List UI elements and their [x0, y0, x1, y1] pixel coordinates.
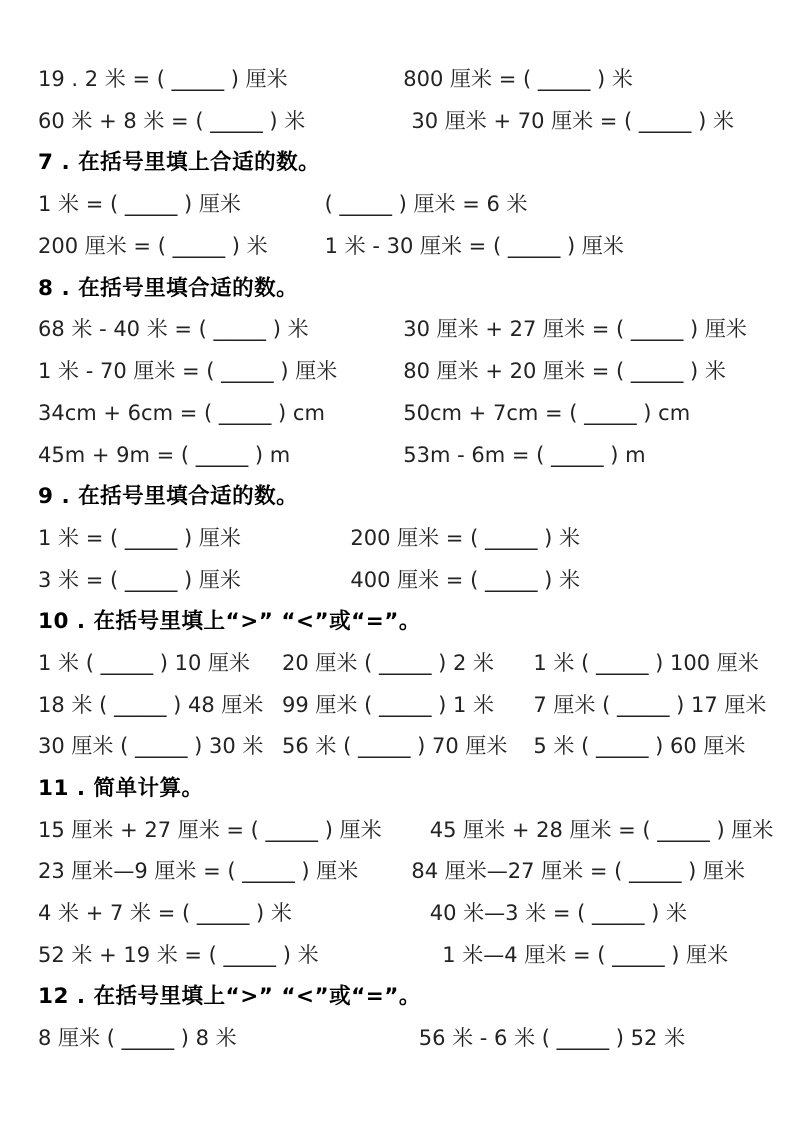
problem-row — [38, 893, 773, 935]
section-heading: 8 . 在括号里填合适的数。 — [38, 275, 299, 301]
problem-text: 68 米 - 40 米 = ( _____ ) 米 — [38, 317, 309, 342]
problem-row — [38, 351, 773, 393]
problem-text: 84 厘米—27 厘米 = ( _____ ) 厘米 — [411, 859, 746, 884]
problem-text: 8 厘米 ( _____ ) 8 米 — [38, 1026, 237, 1051]
problem-text: 200 厘米 = ( _____ ) 米 — [38, 234, 268, 259]
problem-text: 19 . 2 米 = ( _____ ) 厘米 — [38, 67, 288, 92]
problem-text: 200 厘米 = ( _____ ) 米 — [350, 525, 580, 550]
problem-row — [38, 809, 773, 851]
problem-row — [38, 934, 773, 976]
problem-row — [38, 226, 773, 268]
problem-text: 20 厘米 ( _____ ) 2 米 — [282, 650, 495, 675]
problem-row — [38, 851, 773, 893]
section-heading-row — [38, 976, 773, 1018]
problem-text: 56 米 - 6 米 ( _____ ) 52 米 — [418, 1026, 686, 1051]
problem-text: 5 米 ( _____ ) 60 厘米 — [533, 734, 746, 759]
problem-row — [38, 393, 773, 435]
problem-row — [38, 684, 773, 726]
problem-text: 18 米 ( _____ ) 48 厘米 — [38, 692, 264, 717]
problem-text: 7 厘米 ( _____ ) 17 厘米 — [533, 692, 767, 717]
problem-row — [38, 643, 773, 685]
problem-row — [38, 309, 773, 351]
section-heading: 9 . 在括号里填合适的数。 — [38, 483, 299, 509]
problem-text: 1 米—4 厘米 = ( _____ ) 厘米 — [442, 942, 729, 967]
section-heading-row — [38, 601, 773, 643]
problem-text: 1 米 - 30 厘米 = ( _____ ) 厘米 — [324, 234, 624, 259]
problem-text: 45 厘米 + 28 厘米 = ( _____ ) 厘米 — [429, 817, 774, 842]
problem-text: 45m + 9m = ( _____ ) m — [38, 442, 291, 467]
section-heading: 11 . 简单计算。 — [38, 775, 204, 801]
problem-text: 50cm + 7cm = ( _____ ) cm — [403, 400, 691, 425]
problem-text: 30 厘米 + 70 厘米 = ( _____ ) 米 — [411, 109, 734, 134]
problem-text: 34cm + 6cm = ( _____ ) cm — [38, 400, 325, 425]
problem-text: 4 米 + 7 米 = ( _____ ) 米 — [38, 901, 292, 926]
section-heading: 7 . 在括号里填上合适的数。 — [38, 150, 321, 176]
problem-text: 60 米 + 8 米 = ( _____ ) 米 — [38, 109, 306, 134]
problem-text: 99 厘米 ( _____ ) 1 米 — [282, 692, 495, 717]
problem-text: 3 米 = ( _____ ) 厘米 — [38, 567, 241, 592]
section-heading-row — [38, 476, 773, 518]
problem-text: 15 厘米 + 27 厘米 = ( _____ ) 厘米 — [38, 817, 382, 842]
problem-row — [38, 559, 773, 601]
section-heading-row — [38, 768, 773, 810]
problem-text: 53m - 6m = ( _____ ) m — [403, 442, 646, 467]
section-heading-row — [38, 142, 773, 184]
problem-text: 40 米—3 米 = ( _____ ) 米 — [429, 901, 688, 926]
problem-row — [38, 434, 773, 476]
section-heading-row — [38, 267, 773, 309]
problem-text: 30 厘米 ( _____ ) 30 米 — [38, 734, 264, 759]
problem-text: 1 米 = ( _____ ) 厘米 — [38, 525, 241, 550]
problem-row — [38, 101, 773, 143]
problem-row — [38, 726, 773, 768]
problem-text: 56 米 ( _____ ) 70 厘米 — [282, 734, 508, 759]
problem-text: 23 厘米—9 厘米 = ( _____ ) 厘米 — [38, 859, 359, 884]
problem-text: 400 厘米 = ( _____ ) 米 — [350, 567, 580, 592]
problem-text: ( _____ ) 厘米 = 6 米 — [324, 192, 528, 217]
section-heading: 12 . 在括号里填上“>” “<”或“=”。 — [38, 984, 421, 1010]
problem-text: 800 厘米 = ( _____ ) 米 — [403, 67, 633, 92]
problem-text: 30 厘米 + 27 厘米 = ( _____ ) 厘米 — [403, 317, 747, 342]
problem-text: 1 米 = ( _____ ) 厘米 — [38, 192, 241, 217]
problem-text: 1 米 ( _____ ) 10 厘米 — [38, 650, 251, 675]
problem-text: 1 米 ( _____ ) 100 厘米 — [533, 650, 759, 675]
problem-row — [38, 184, 773, 226]
problem-row — [38, 518, 773, 560]
section-heading: 10 . 在括号里填上“>” “<”或“=”。 — [38, 609, 421, 635]
problem-text: 1 米 - 70 厘米 = ( _____ ) 厘米 — [38, 359, 338, 384]
problem-text: 52 米 + 19 米 = ( _____ ) 米 — [38, 942, 319, 967]
problem-row — [38, 1018, 773, 1060]
problem-text: 80 厘米 + 20 厘米 = ( _____ ) 米 — [403, 359, 726, 384]
problem-row — [38, 59, 773, 101]
